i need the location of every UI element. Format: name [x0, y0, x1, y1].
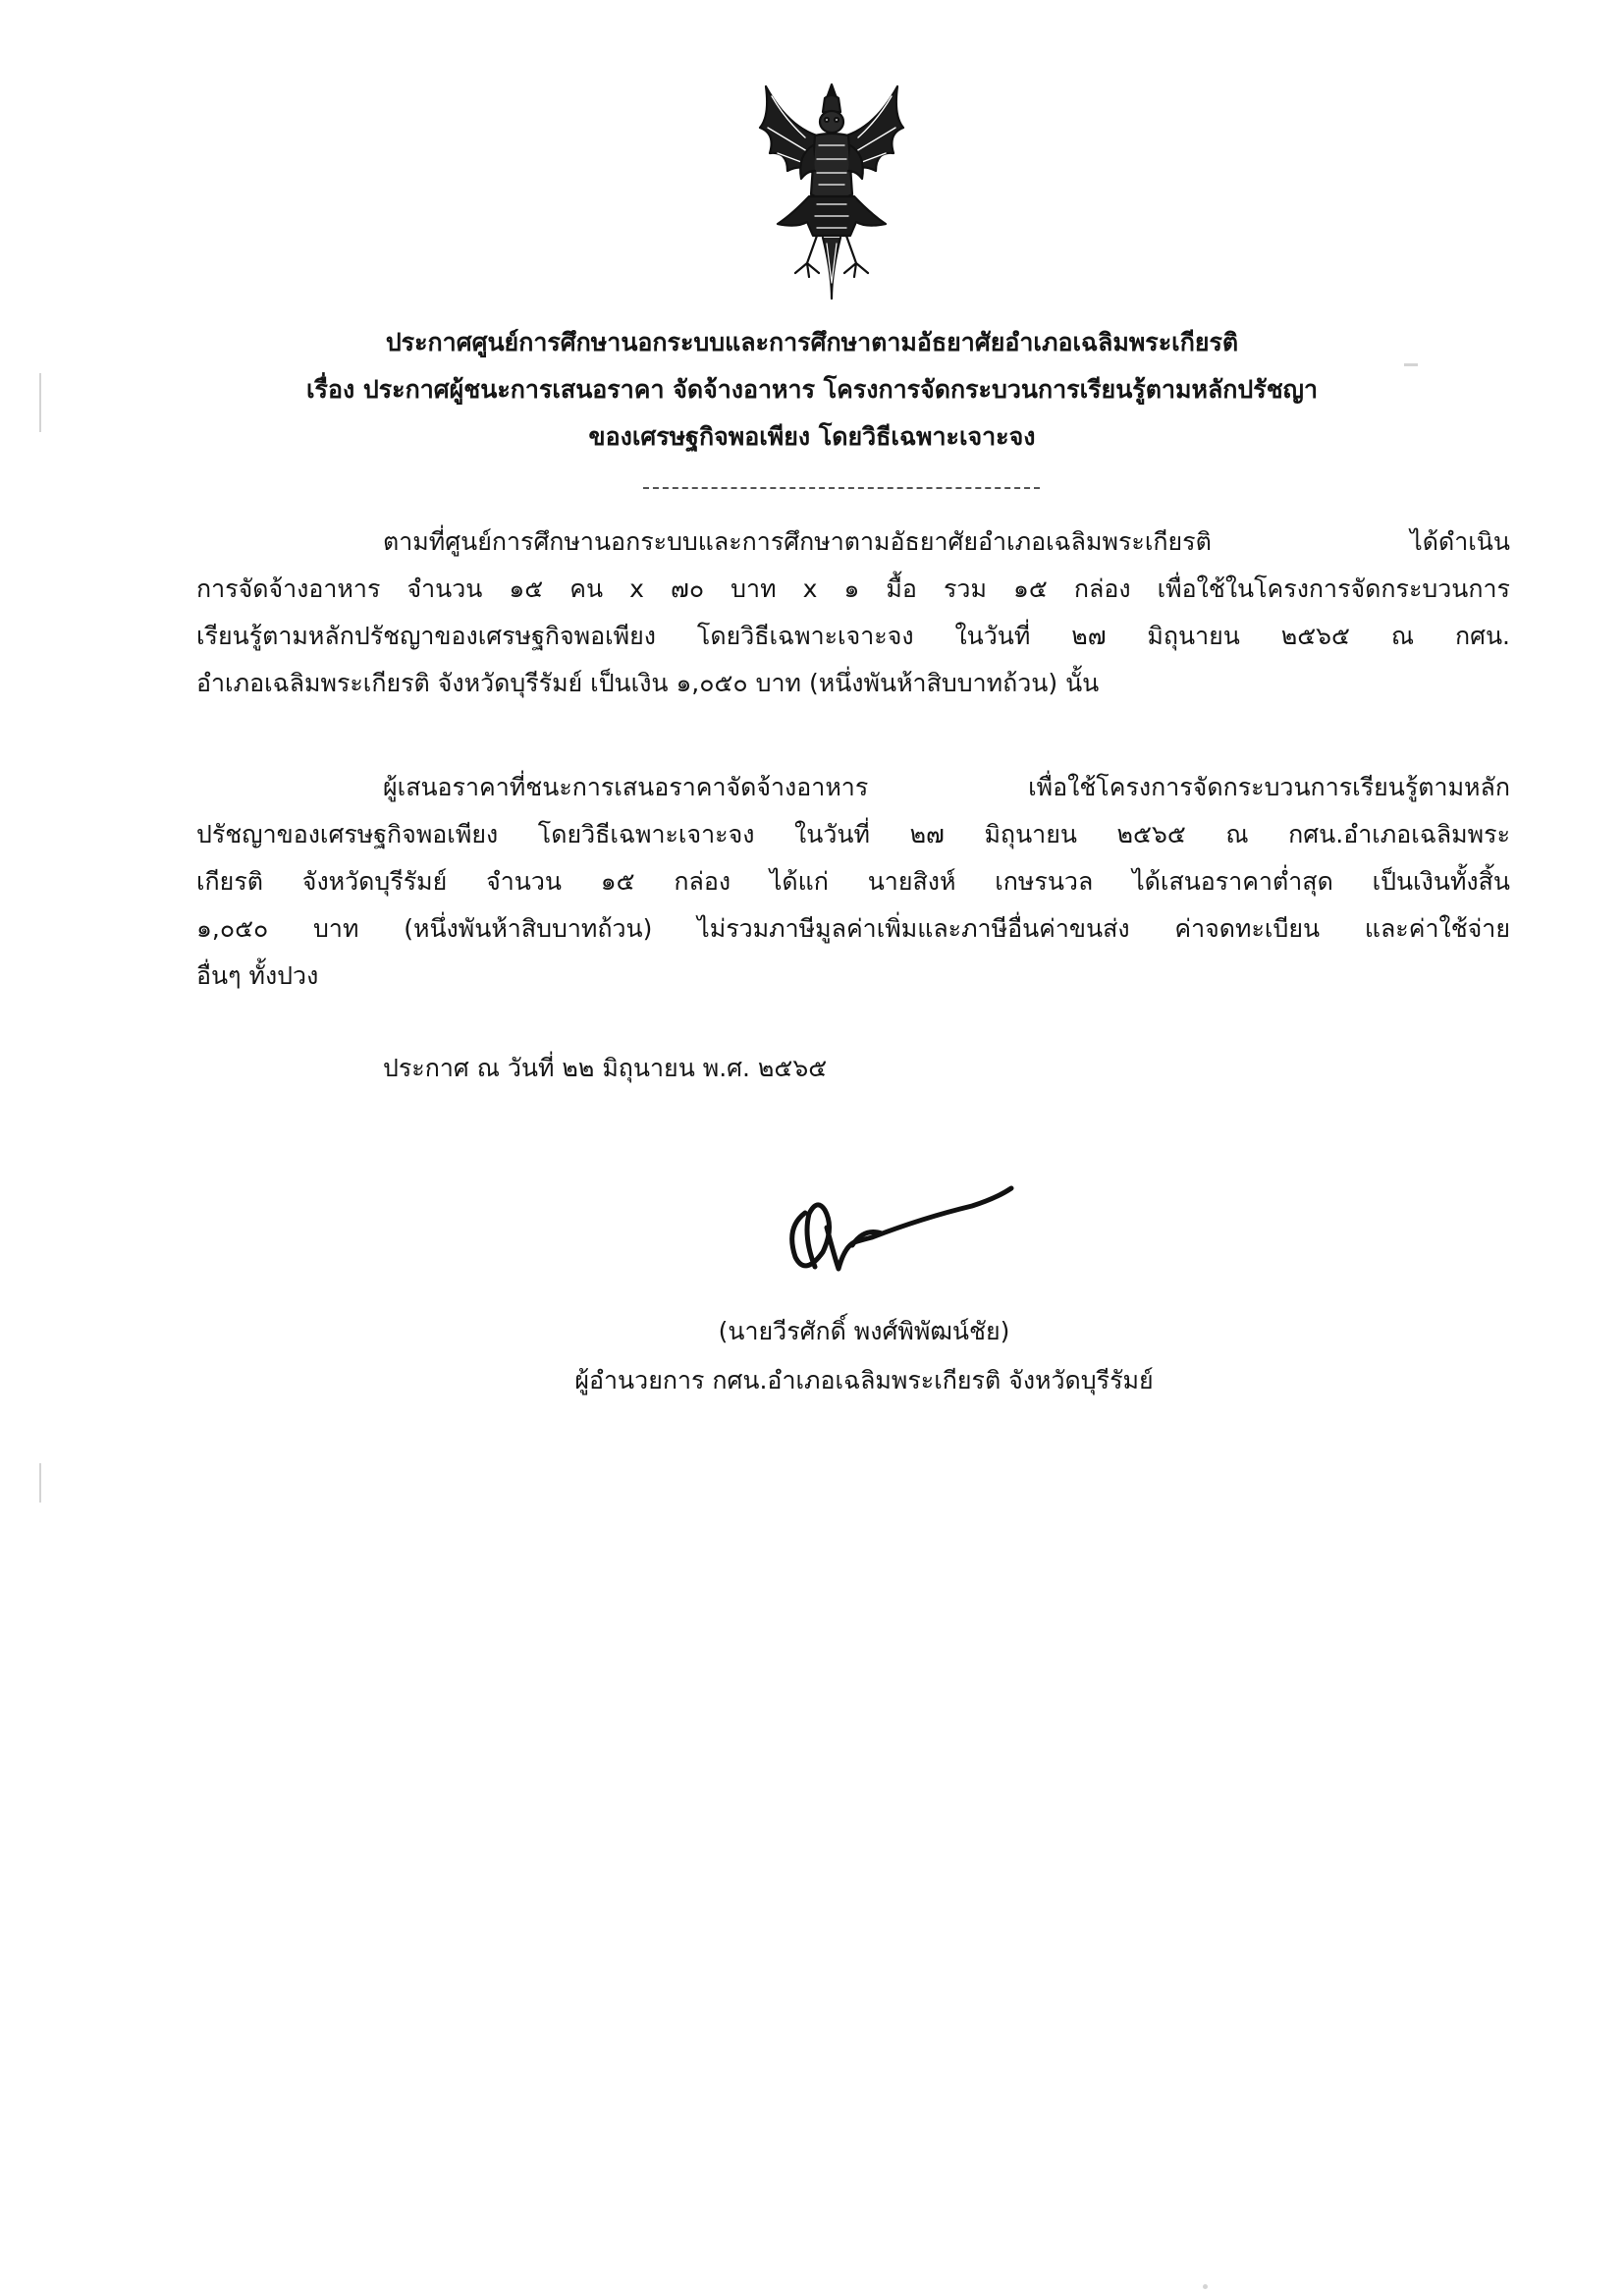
paragraph-1-line-3: เรียนรู้ตามหลักปรัชญาของเศรษฐกิจพอเพียง โดยวิธีเฉพาะเจาะจง ในวันที่ ๒๗ มิถุนายน ๒๕๖๕ ณ กศน. [196, 622, 1510, 650]
announcement-date: ประกาศ ณ วันที่ ๒๒ มิถุนายน พ.ศ. ๒๕๖๕ [383, 1054, 828, 1082]
title-divider [643, 487, 1040, 489]
paragraph-1-line-4: อำเภอเฉลิมพระเกียรติ จังหวัดบุรีรัมย์ เป็นเงิน ๑,๐๕๐ บาท (หนึ่งพันห้าสิบบาทถ้วน) นั้น [196, 669, 1100, 697]
scan-artifact [39, 1463, 41, 1503]
paragraph-2-line-2: ปรัชญาของเศรษฐกิจพอเพียง โดยวิธีเฉพาะเจาะจง ในวันที่ ๒๗ มิถุนายน ๒๕๖๕ ณ กศน.อำเภอเฉลิมพระ [196, 820, 1510, 848]
signer-name: (นายวีรศักดิ์ พงศ์พิพัฒน์ชัย) [718, 1317, 1010, 1345]
paragraph-2-line-4: ๑,๐๕๐ บาท (หนึ่งพันห้าสิบบาทถ้วน) ไม่รวมภาษีมูลค่าเพิ่มและภาษีอื่นค่าขนส่ง ค่าจดทะเบียน และค่าใช้จ่าย [196, 914, 1510, 943]
paragraph-2-line-3: เกียรติ จังหวัดบุรีรัมย์ จำนวน ๑๕ กล่อง ได้แก่ นายสิงห์ เกษรนวล ได้เสนอราคาต่ำสุด เป็นเงินทั้งสิ้น [196, 867, 1510, 896]
paragraph-2-line-5: อื่นๆ ทั้งปวง [196, 961, 319, 990]
paragraph-1-line-2: การจัดจ้างอาหาร จำนวน ๑๕ คน x ๗๐ บาท x ๑ มื้อ รวม ๑๕ กล่อง เพื่อใช้ในโครงการจัดกระบวนการ [196, 574, 1510, 603]
paragraph-1 [196, 519, 1510, 707]
paragraph-2-line-1: ผู้เสนอราคาที่ชนะการเสนอราคาจัดจ้างอาหาร เพื่อใช้โครงการจัดกระบวนการเรียนรู้ตามหลัก [383, 773, 1510, 801]
title-line-3: ของเศรษฐกิจพอเพียง โดยวิธีเฉพาะเจาะจง [588, 422, 1036, 451]
paragraph-2 [196, 764, 1510, 1000]
garuda-emblem-icon [748, 77, 915, 302]
scan-artifact [1404, 363, 1418, 366]
title-line-1: ประกาศศูนย์การศึกษานอกระบบและการศึกษาตามอัธยาศัยอำเภอเฉลิมพระเกียรติ [385, 328, 1239, 356]
handwritten-signature [776, 1159, 1031, 1286]
signer-position: ผู้อำนวยการ กศน.อำเภอเฉลิมพระเกียรติ จังหวัดบุรีรัมย์ [574, 1366, 1154, 1394]
title-line-2: เรื่อง ประกาศผู้ชนะการเสนอราคา จัดจ้างอาหาร โครงการจัดกระบวนการเรียนรู้ตามหลักปรัชญา [305, 375, 1319, 404]
scan-artifact [39, 373, 41, 432]
scan-artifact [1203, 2284, 1208, 2289]
paragraph-1-line-1: ตามที่ศูนย์การศึกษานอกระบบและการศึกษาตามอัธยาศัยอำเภอเฉลิมพระเกียรติ ได้ดำเนิน [383, 527, 1510, 556]
announcement-title [196, 319, 1428, 461]
